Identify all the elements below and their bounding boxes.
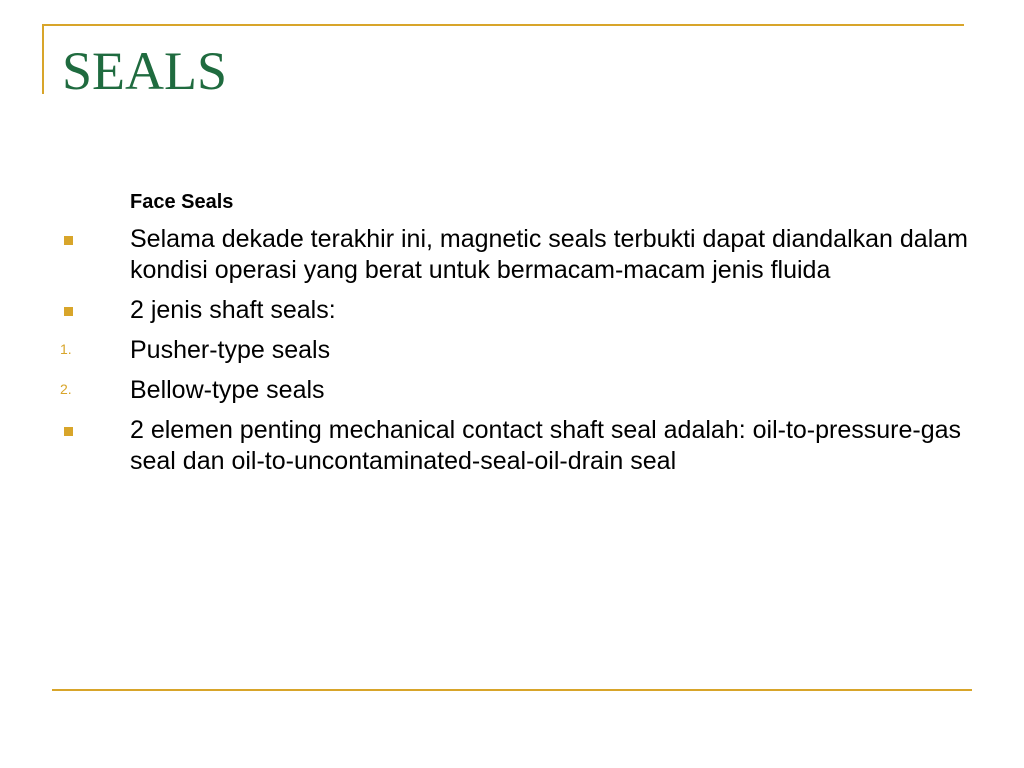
list-item — [60, 224, 990, 286]
list-item-text: Pusher-type seals — [130, 336, 331, 364]
list-item — [60, 375, 990, 406]
bullet-list — [60, 224, 990, 486]
list-item — [60, 415, 990, 477]
list-item-text: Bellow-type seals — [130, 376, 325, 404]
list-item — [60, 295, 990, 326]
list-item-text: 2 elemen penting mechanical contact shaft seal adalah: oil-to-pressure-gas seal dan oil-to-uncontaminated-seal-oil-drain seal — [130, 416, 962, 475]
list-number: 2. — [60, 381, 72, 397]
square-bullet-icon — [64, 307, 73, 316]
list-item-text: 2 jenis shaft seals: — [130, 296, 336, 324]
list-number: 1. — [60, 341, 72, 357]
list-item — [60, 335, 990, 366]
top-rule — [42, 24, 964, 26]
subheading: Face Seals — [130, 191, 234, 213]
list-item-text: Selama dekade terakhir ini, magnetic seals terbukti dapat diandalkan dalam kondisi operasi yang berat untuk bermacam-macam jenis fluida — [130, 225, 968, 284]
bottom-rule — [52, 689, 972, 691]
square-bullet-icon — [64, 236, 73, 245]
square-bullet-icon — [64, 427, 73, 436]
left-rule — [42, 24, 44, 94]
slide-title: SEALS — [62, 41, 228, 101]
